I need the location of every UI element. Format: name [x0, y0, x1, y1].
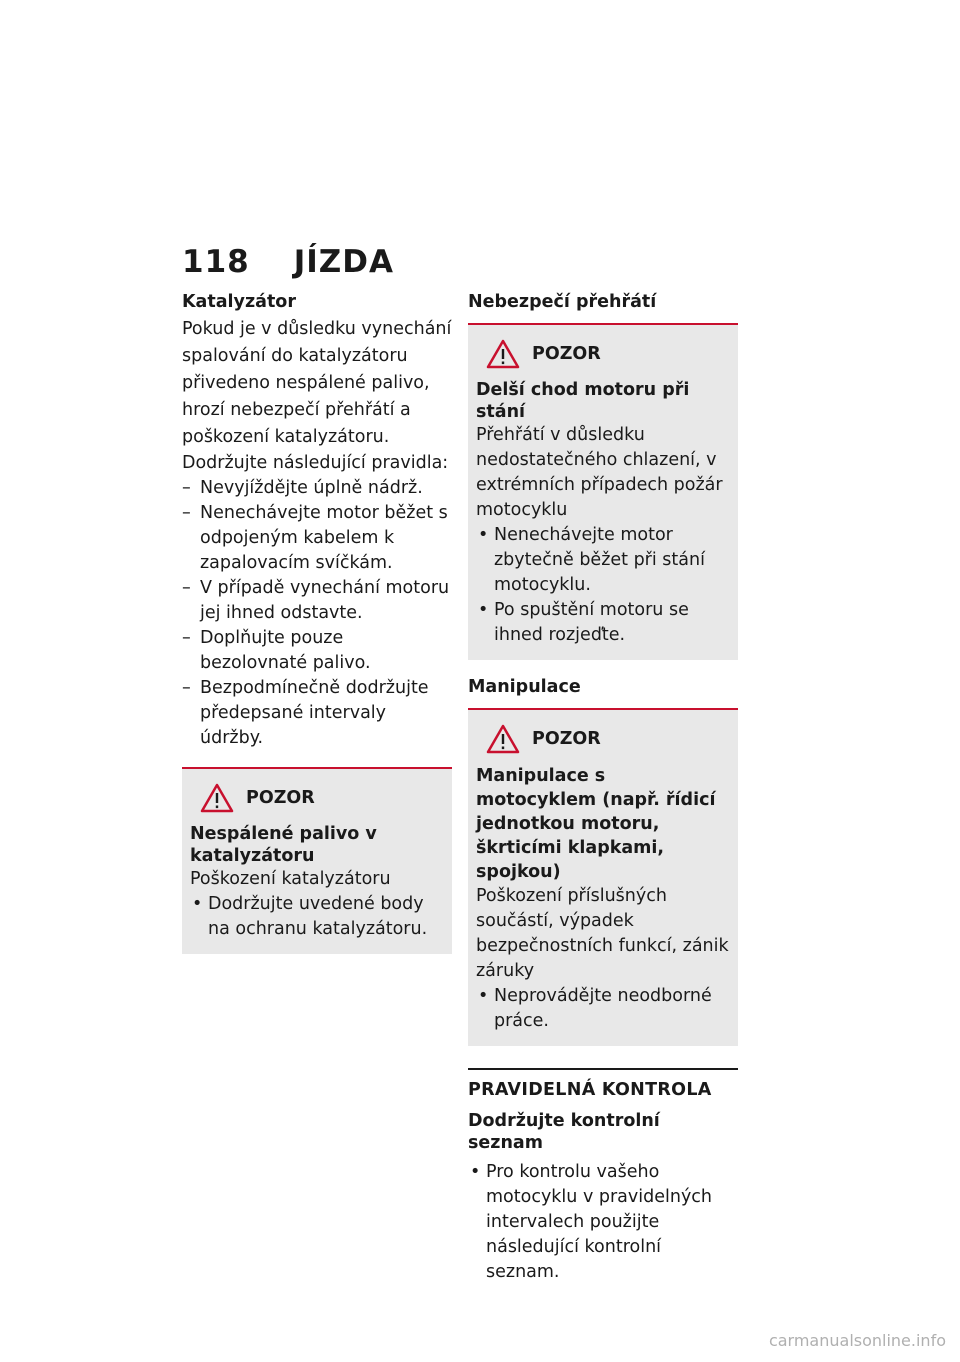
warning-effect: Poškození příslušných součástí, výpadek bezpečnostních funkcí, zánik záruky — [476, 886, 729, 981]
overheat-heading: Nebezpečí přehřátí — [468, 292, 657, 312]
watermark: carmanualsonline.info — [768, 1331, 946, 1350]
warning-actions — [476, 984, 730, 1034]
warning-triangle-icon — [200, 783, 234, 813]
warning-actions — [190, 892, 444, 942]
list-item: • Dodržujte uvedené body na ochranu katalyzátoru. — [190, 892, 444, 942]
warning-header — [200, 783, 444, 813]
warning-effect: Poškození katalyzátoru — [190, 869, 391, 889]
catalyst-rules-list — [182, 476, 452, 751]
warning-actions — [476, 523, 730, 648]
list-item: – Bezpodmínečně dodržujte předepsané intervaly údržby. — [182, 676, 452, 751]
warning-header — [486, 339, 730, 369]
warning-header — [486, 724, 730, 754]
warning-triangle-icon — [486, 339, 520, 369]
manipulation-warning-box — [468, 708, 738, 1046]
warning-label: POZOR — [532, 729, 601, 749]
list-item: – Doplňujte pouze bezolovnaté palivo. — [182, 626, 452, 676]
catalyst-heading: Katalyzátor — [182, 292, 296, 312]
catalyst-intro: Pokud je v důsledku vynechání spalování do katalyzátoru přivedeno nespálené palivo, hrozí nebezpečí přehřátí a poškození katalyzátoru. — [182, 319, 452, 447]
warning-label: POZOR — [532, 344, 601, 364]
left-column — [182, 291, 452, 954]
warning-effect: Přehřátí v důsledku nedostatečného chlazení, v extrémních případech požár motocyklu — [476, 425, 723, 520]
section-divider — [468, 1068, 738, 1070]
right-column — [468, 291, 738, 1285]
checklist-items — [468, 1160, 738, 1285]
page-number: 118 — [182, 244, 250, 280]
page-title: JÍZDA — [293, 244, 394, 280]
overheat-warning-box — [468, 323, 738, 660]
catalyst-rules-lead: Dodržujte následující pravidla: — [182, 453, 449, 473]
list-item: • Nenechávejte motor zbytečně běžet při stání motocyklu. — [476, 523, 730, 598]
warning-title: Nespálené palivo v katalyzátoru — [190, 824, 377, 866]
list-item: • Neprovádějte neodborné práce. — [476, 984, 730, 1034]
list-item: – V případě vynechání motoru jej ihned odstavte. — [182, 576, 452, 626]
list-item: • Pro kontrolu vašeho motocyklu v pravidelných intervalech použijte následující kontrolní seznam. — [468, 1160, 738, 1285]
checklist-heading: Dodržujte kontrolní seznam — [468, 1111, 660, 1153]
warning-title: Manipulace s motocyklem (např. řídicí jednotkou motoru, škrticími klapkami, spojkou) — [476, 766, 716, 882]
warning-title: Delší chod motoru při stání — [476, 380, 690, 422]
manipulation-heading: Manipulace — [468, 677, 581, 697]
catalyst-warning-box — [182, 767, 452, 954]
list-item: – Nenechávejte motor běžet s odpojeným kabelem k zapalovacím svíčkám. — [182, 501, 452, 576]
warning-triangle-icon — [486, 724, 520, 754]
list-item: – Nevyjíždějte úplně nádrž. — [182, 476, 452, 501]
warning-label: POZOR — [246, 788, 315, 808]
section-title: PRAVIDELNÁ KONTROLA — [468, 1080, 712, 1100]
list-item: • Po spuštění motoru se ihned rozjeďte. — [476, 598, 730, 648]
page-header — [182, 244, 394, 280]
